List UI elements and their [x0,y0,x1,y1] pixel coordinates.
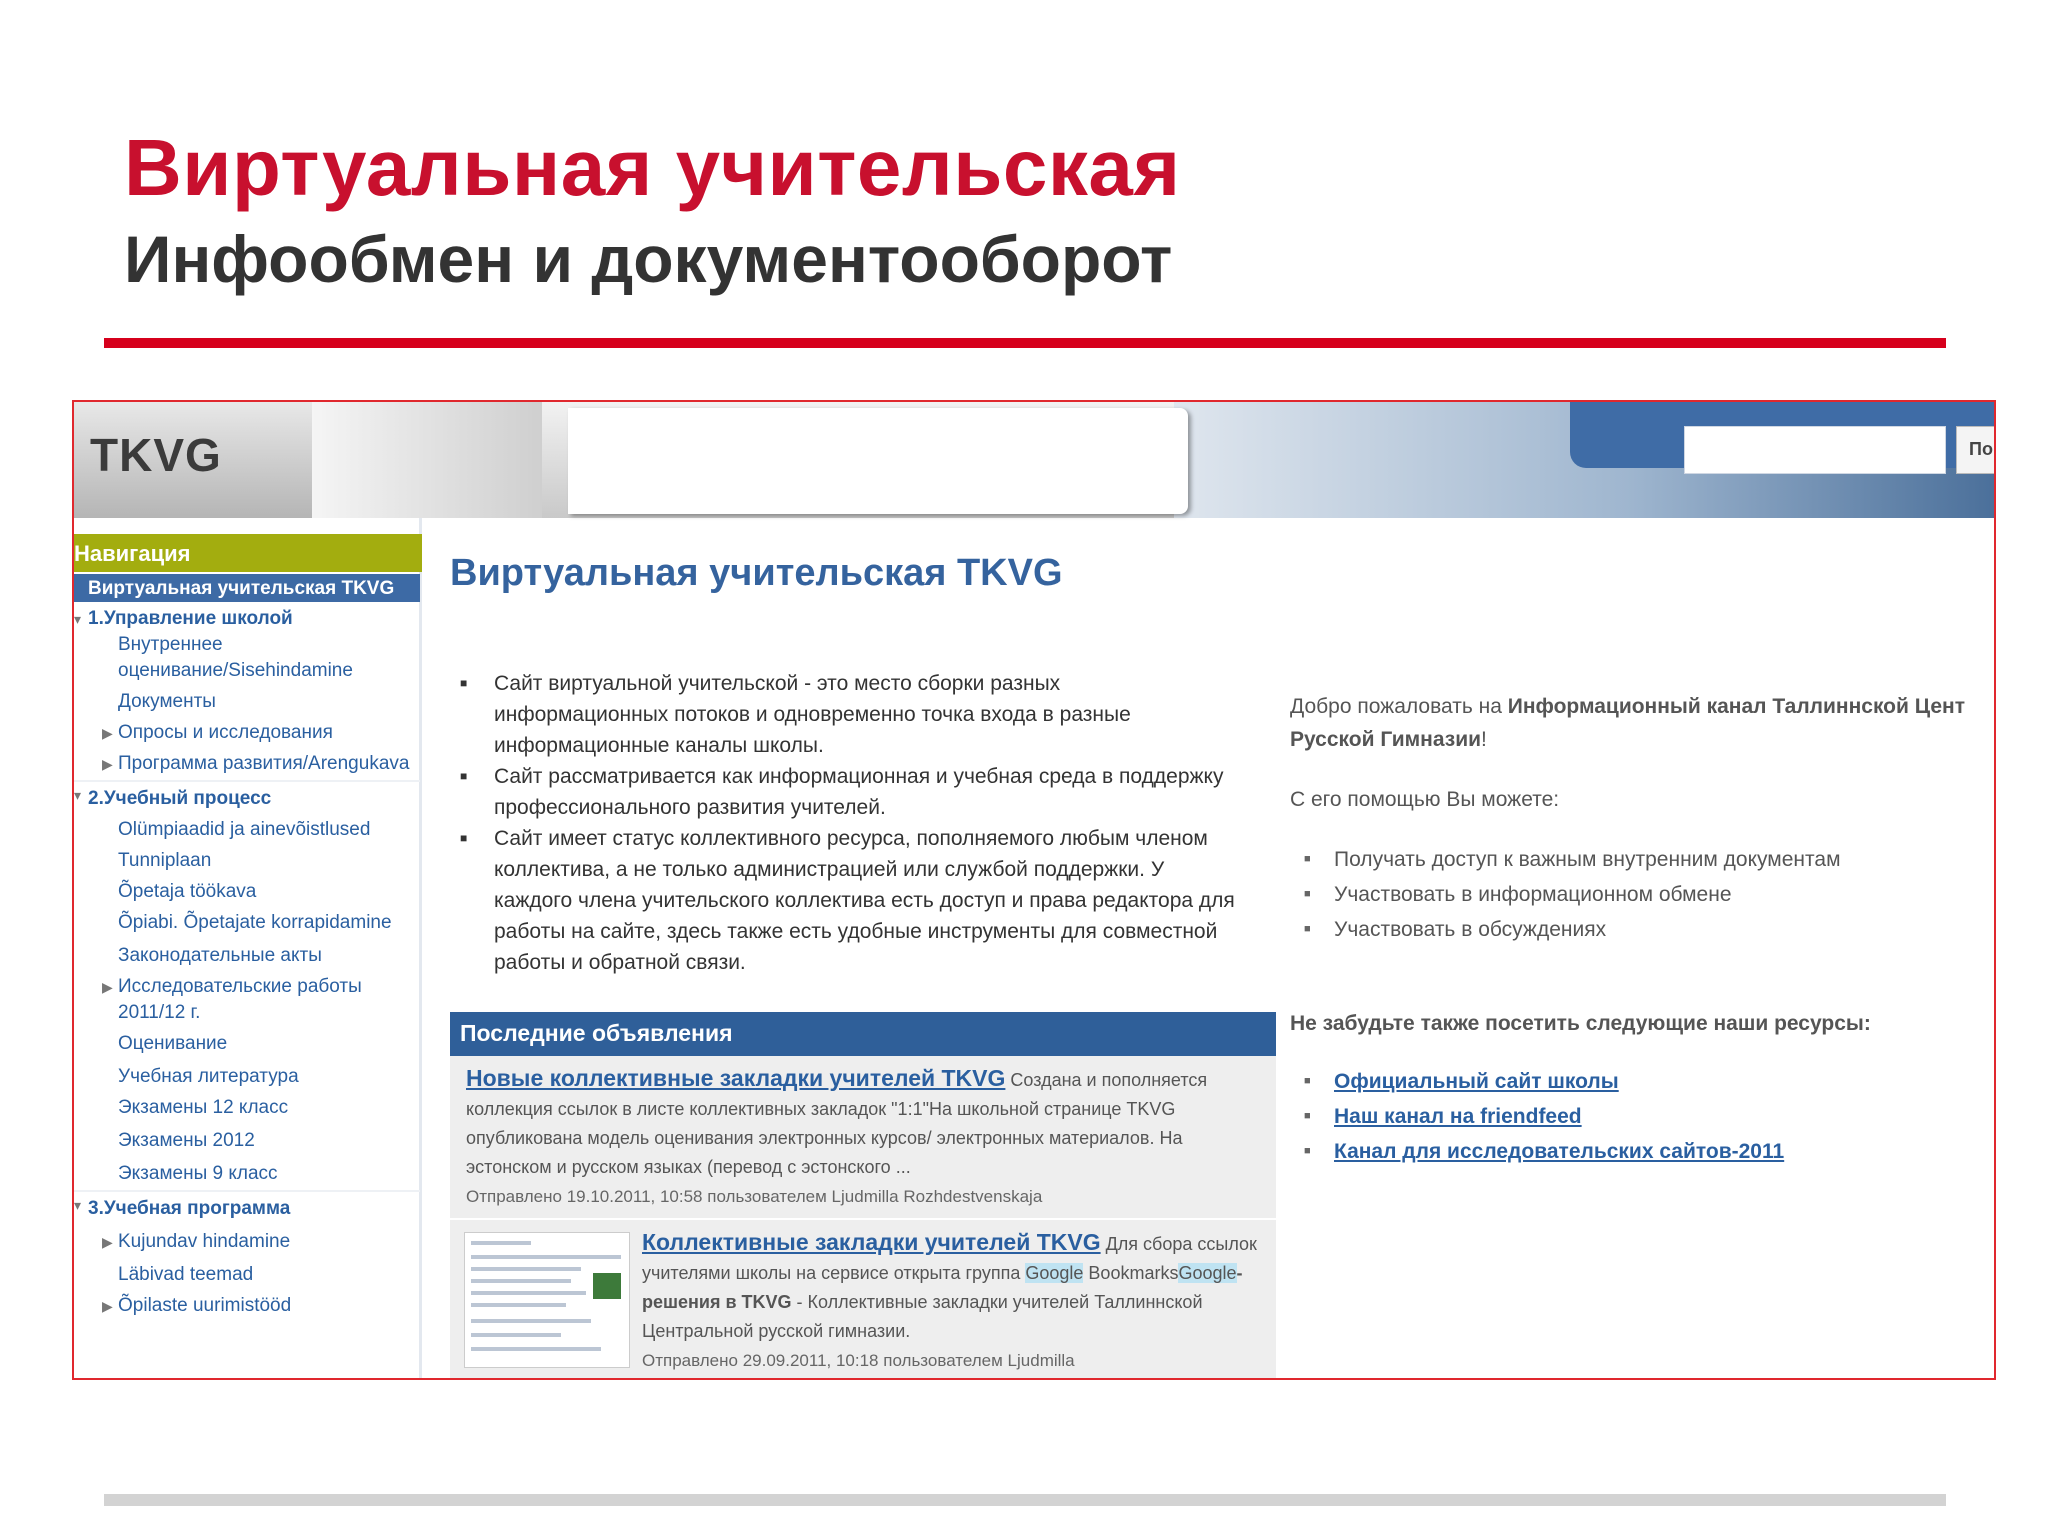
welcome-school-name: Русской Гимназии [1290,728,1482,751]
nav-item-student-research[interactable] [74,1293,420,1319]
nav-label: Программа развития/Arengukava [118,753,410,774]
resource-item [1304,1134,1784,1169]
intro-bullet: ■ Сайт виртуальной учительской - это место сборки разных информационных потоков и одновременно точка входа в разные информационные каналы школы. [460,668,1240,761]
thumbnail-image [593,1273,621,1299]
intro-bullets [460,668,1240,978]
caret-icon: ▾ [74,611,82,627]
nav-item-timetable[interactable]: Tunniplaan [118,850,212,871]
intro-bullet: ■ Сайт имеет статус коллективного ресурса, пополняемого любым членом коллектива, а не только администрацией или службой поддержки. У каждого члена учительского коллектива есть доступ и права редактора для работы на сайте, здесь также есть удобные инструменты для совместной работы и обратной связи. [460,823,1240,978]
nav-section-study-process[interactable] [74,780,420,812]
caret-icon: ▾ [74,1197,82,1213]
main-content [424,518,1996,1380]
nav-item-legislation[interactable]: Законодательные акты [118,945,322,966]
nav-item-internal-evaluation[interactable]: Внутреннее оценивание/Sisehindamine [118,634,353,681]
thumbnail-line [471,1291,586,1295]
search-highlight: Google [1025,1263,1084,1283]
nav-item-documents[interactable]: Документы [118,691,216,712]
search-input[interactable] [1684,426,1946,474]
nav-label: Kujundav hindamine [118,1231,291,1252]
nav-label: 2.Учебный процесс [88,788,272,809]
search-button[interactable]: По [1956,426,1996,474]
welcome-text [1290,690,1996,756]
nav-item-teacher-workplan[interactable]: Õpetaja töökava [118,881,257,902]
nav-item-research-works[interactable] [74,974,420,1026]
expand-icon: ▶ [102,725,113,741]
banner-panel [568,408,1188,514]
capability-item: ■ Участвовать в информационном обмене [1304,877,1841,912]
thumbnail-line [471,1241,531,1245]
nav-item-exams-12[interactable]: Экзамены 12 класс [118,1097,289,1118]
nav-current-page[interactable]: Виртуальная учительская TKVG [74,574,420,602]
welcome-prefix: Добро пожаловать на [1290,695,1508,718]
website-screenshot [72,400,1996,1380]
thumbnail-line [471,1267,581,1271]
announcement-text: Создана и пополняется коллекция ссылок в листе коллективных закладок "1:1"На школьной странице TKVG опубликована модель оценивания электронных курсов/ электронных материалов. На эстонском и русском языках (перевод с эстонского ... [466,1070,1208,1177]
welcome-channel-name: Информационный канал Таллиннской Цент [1507,695,1966,718]
thumbnail-line [471,1319,591,1323]
resource-item [1304,1099,1784,1134]
announcement-item [466,1064,1266,1211]
site-logo[interactable]: TKVG [90,429,222,481]
footer-divider [104,1494,1946,1506]
page-title: Виртуальная учительская TKVG [450,552,1063,594]
capability-item: ■ Участвовать в обсуждениях [1304,912,1841,947]
logo-area [74,402,312,518]
nav-list [74,606,420,1319]
caret-icon: ▾ [74,787,82,803]
slide-title: Виртуальная учительская [124,123,1181,212]
search-highlight: Google [1178,1263,1237,1283]
nav-item-study-help[interactable]: Õpiabi. Õpetajate korrapidamine [118,912,392,933]
welcome-suffix: ! [1481,728,1487,751]
announcement-meta: Отправлено 19.10.2011, 10:58 пользователем Ljudmilla Rozhdestvenskaja [466,1187,1043,1206]
nav-item-olympiads[interactable]: Olümpiaadid ja ainevõistlused [118,819,371,840]
announcement-text: - Коллективные закладки учителей Таллиннской Центральной русской гимназии. [642,1292,1203,1341]
intro-bullet: ■ Сайт рассматривается как информационная и учебная среда в поддержку профессионального развития учителей. [460,761,1240,823]
nav-item-development-program[interactable] [74,751,420,777]
capabilities-list [1304,842,1841,947]
nav-item-cross-curricular[interactable]: Läbivad teemad [118,1264,254,1285]
nav-label: Исследовательские работы 2011/12 г. [118,976,362,1023]
resource-link-official-site[interactable]: Официальный сайт школы [1334,1070,1619,1093]
nav-section-management[interactable] [74,606,420,632]
announcement-title-link[interactable]: Коллективные закладки учителей TKVG [642,1229,1101,1255]
announcement-thumbnail[interactable] [464,1232,630,1368]
announcement-title-link[interactable]: Новые коллективные закладки учителей TKVG [466,1065,1006,1091]
announcement-text: Для сбора ссылок учителями школы на сервисе открыта группа [642,1234,1257,1283]
nav-item-exams-2012[interactable]: Экзамены 2012 [118,1130,255,1151]
sidebar-navigation [74,518,422,1380]
nav-item-surveys[interactable] [74,720,420,746]
announcements-header: Последние объявления [450,1012,1276,1056]
nav-section-curriculum[interactable] [74,1190,420,1222]
resource-link-research-sites[interactable]: Канал для исследовательских сайтов-2011 [1334,1140,1785,1163]
banner-gradient [312,402,542,518]
nav-item-textbooks[interactable]: Учебная литература [118,1066,299,1087]
nav-label: Õpilaste uurimistööd [118,1295,292,1316]
nav-label: 3.Учебная программа [88,1198,291,1219]
thumbnail-line [471,1279,571,1283]
resources-heading: Не забудьте также посетить следующие наши ресурсы: [1290,1012,1871,1035]
resources-list [1304,1064,1784,1169]
capabilities-intro: С его помощью Вы можете: [1290,788,1560,811]
site-banner [74,402,1996,518]
nav-item-exams-9[interactable]: Экзамены 9 класс [118,1163,278,1184]
announcement-item [642,1228,1272,1375]
expand-icon: ▶ [102,979,113,995]
thumbnail-line [471,1303,566,1307]
nav-item-formative-assessment[interactable] [74,1229,420,1255]
capability-item: ■ Получать доступ к важным внутренним документам [1304,842,1841,877]
nav-label: 1.Управление школой [88,608,293,629]
announcement-text-bold: -решения в TKVG [642,1263,1243,1312]
nav-item-assessment[interactable]: Оценивание [118,1033,228,1054]
thumbnail-line [471,1347,601,1351]
announcement-text: Bookmarks [1083,1263,1179,1283]
title-divider [104,338,1946,348]
expand-icon: ▶ [102,1234,113,1250]
expand-icon: ▶ [102,1298,113,1314]
slide-subtitle: Инфообмен и документооборот [124,222,1173,296]
thumbnail-line [471,1333,561,1337]
resource-link-friendfeed[interactable]: Наш канал на friendfeed [1334,1105,1582,1128]
nav-header: Навигация [74,534,422,572]
announcement-divider [450,1218,1276,1220]
resource-item [1304,1064,1784,1099]
thumbnail-line [471,1255,621,1259]
expand-icon: ▶ [102,756,113,772]
announcement-meta: Отправлено 29.09.2011, 10:18 пользователем Ljudmilla [642,1351,1075,1370]
nav-label: Опросы и исследования [118,722,333,743]
announcements-panel [450,1012,1276,1380]
